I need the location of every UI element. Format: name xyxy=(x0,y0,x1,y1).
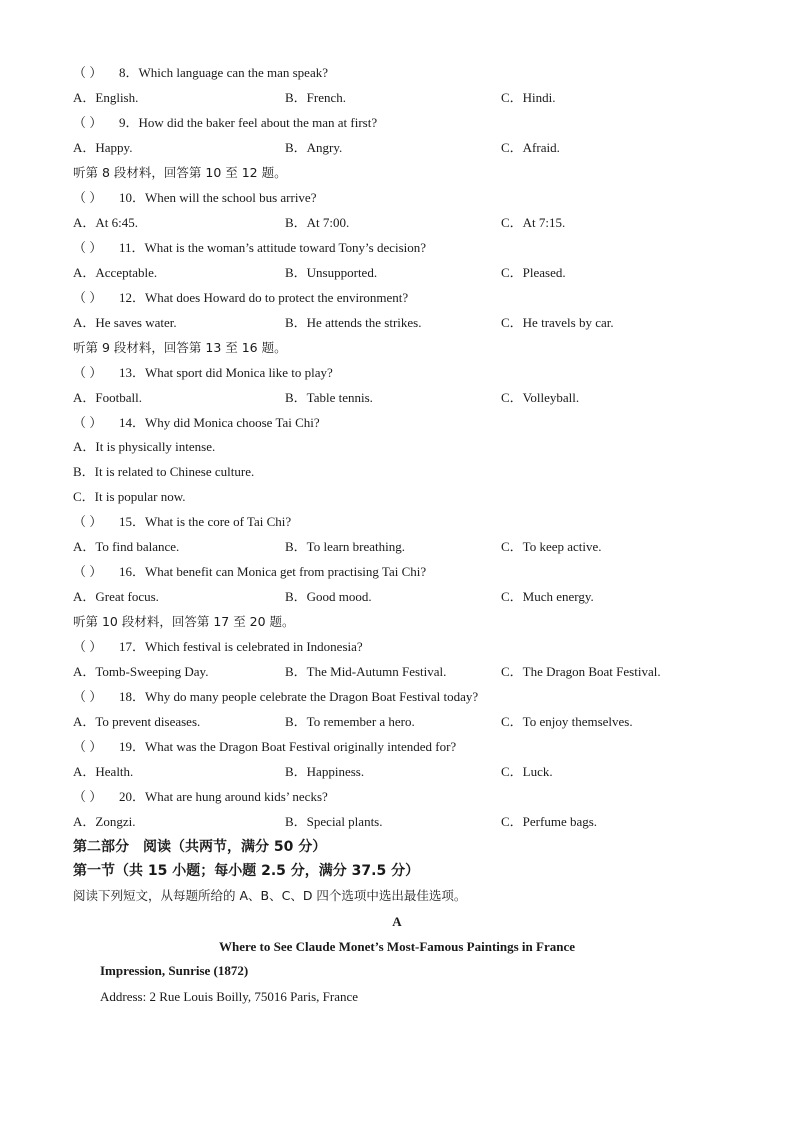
question-stem: 10．When will the school bus arrive? xyxy=(119,190,317,205)
question-stem: 12．What does Howard do to protect the environment? xyxy=(119,290,409,305)
option-b: B．To learn breathing. xyxy=(285,539,406,554)
answer-blank: （ ） xyxy=(73,115,103,130)
option-c: C．At 7:15. xyxy=(501,215,566,230)
section-heading-9: 听第 9 段材料，回答第 13 至 16 题。 xyxy=(73,340,287,355)
question-14 xyxy=(73,414,320,432)
section-heading-10: 听第 10 段材料，回答第 17 至 20 题。 xyxy=(73,614,295,629)
option-a: A．Acceptable. xyxy=(73,265,158,280)
question-9 xyxy=(73,114,377,132)
option-a: A．Zongzi. xyxy=(73,814,136,829)
option-c: C．Pleased. xyxy=(501,265,566,280)
question-stem: 15．What is the core of Tai Chi? xyxy=(119,514,292,529)
question-11 xyxy=(73,239,426,257)
passage-letter: A xyxy=(392,914,402,929)
question-20 xyxy=(73,788,328,806)
answer-blank: （ ） xyxy=(73,190,103,205)
question-stem: 9．How did the baker feel about the man at first? xyxy=(119,115,378,130)
option-c: C．Perfume bags. xyxy=(501,814,598,829)
option-a: A．To prevent diseases. xyxy=(73,714,201,729)
option-b: B．The Mid-Autumn Festival. xyxy=(285,664,447,679)
option-b: B．Special plants. xyxy=(285,814,383,829)
option-b: B．At 7:00. xyxy=(285,215,350,230)
option-b: B．Happiness. xyxy=(285,764,365,779)
option-a: A．To find balance. xyxy=(73,539,180,554)
question-stem: 16．What benefit can Monica get from practising Tai Chi? xyxy=(119,564,427,579)
answer-blank: （ ） xyxy=(73,639,103,654)
answer-blank: （ ） xyxy=(73,564,103,579)
option-b: B．To remember a hero. xyxy=(285,714,415,729)
question-stem: 18．Why do many people celebrate the Dragon Boat Festival today? xyxy=(119,689,479,704)
question-stem: 13．What sport did Monica like to play? xyxy=(119,365,333,380)
question-stem: 20．What are hung around kids’ necks? xyxy=(119,789,328,804)
option-b: B．French. xyxy=(285,90,347,105)
option-a: A．English. xyxy=(73,90,139,105)
answer-blank: （ ） xyxy=(73,415,103,430)
option-b: B．Angry. xyxy=(285,140,343,155)
option-b: B．Table tennis. xyxy=(285,390,373,405)
question-stem: 17．Which festival is celebrated in Indonesia? xyxy=(119,639,363,654)
option-c: C．Luck. xyxy=(501,764,553,779)
option-c: C．It is popular now. xyxy=(73,489,186,504)
option-a: A．Health. xyxy=(73,764,134,779)
option-a: A．Happy. xyxy=(73,140,133,155)
option-c: C．To enjoy themselves. xyxy=(501,714,633,729)
option-b: B．It is related to Chinese culture. xyxy=(73,464,255,479)
option-c: C．To keep active. xyxy=(501,539,602,554)
option-c: C．He travels by car. xyxy=(501,315,614,330)
option-c: C．The Dragon Boat Festival. xyxy=(501,664,661,679)
option-b: B．Good mood. xyxy=(285,589,372,604)
part-2-section-1-heading: 第一节（共 15 小题；每小题 2.5 分，满分 37.5 分） xyxy=(73,863,420,879)
question-stem: 14．Why did Monica choose Tai Chi? xyxy=(119,415,320,430)
option-c: C．Volleyball. xyxy=(501,390,580,405)
option-a: A．It is physically intense. xyxy=(73,439,216,454)
address: Address: 2 Rue Louis Boilly, 75016 Paris, France xyxy=(100,989,359,1004)
question-15 xyxy=(73,513,291,531)
section-heading-8: 听第 8 段材料，回答第 10 至 12 题。 xyxy=(73,165,287,180)
painting-title: Impression, Sunrise (1872) xyxy=(100,963,249,978)
question-stem: 11．What is the woman’s attitude toward Tony’s decision? xyxy=(119,240,427,255)
answer-blank: （ ） xyxy=(73,789,103,804)
option-b: B．Unsupported. xyxy=(285,265,378,280)
question-16 xyxy=(73,563,426,581)
instructions: 阅读下列短文，从每题所给的 A、B、C、D 四个选项中选出最佳选项。 xyxy=(73,888,467,903)
question-stem: 19．What was the Dragon Boat Festival originally intended for? xyxy=(119,739,457,754)
question-17 xyxy=(73,638,363,656)
answer-blank: （ ） xyxy=(73,514,103,529)
answer-blank: （ ） xyxy=(73,365,103,380)
part-2-heading: 第二部分 阅读（共两节，满分 50 分） xyxy=(73,839,327,855)
question-12 xyxy=(73,289,408,307)
option-a: A．Great focus. xyxy=(73,589,159,604)
question-13 xyxy=(73,364,333,382)
option-a: A．At 6:45. xyxy=(73,215,139,230)
question-19 xyxy=(73,738,456,756)
question-stem: 8．Which language can the man speak? xyxy=(119,65,328,80)
answer-blank: （ ） xyxy=(73,689,103,704)
passage-title: Where to See Claude Monet’s Most-Famous Paintings in France xyxy=(218,939,576,954)
option-c: C．Hindi. xyxy=(501,90,556,105)
answer-blank: （ ） xyxy=(73,65,103,80)
question-18 xyxy=(73,688,478,706)
answer-blank: （ ） xyxy=(73,240,103,255)
question-8 xyxy=(73,64,328,82)
option-c: C．Afraid. xyxy=(501,140,560,155)
option-a: A．He saves water. xyxy=(73,315,177,330)
option-b: B．He attends the strikes. xyxy=(285,315,422,330)
option-a: A．Tomb-Sweeping Day. xyxy=(73,664,209,679)
answer-blank: （ ） xyxy=(73,739,103,754)
option-c: C．Much energy. xyxy=(501,589,594,604)
answer-blank: （ ） xyxy=(73,290,103,305)
option-a: A．Football. xyxy=(73,390,142,405)
question-10 xyxy=(73,189,316,207)
